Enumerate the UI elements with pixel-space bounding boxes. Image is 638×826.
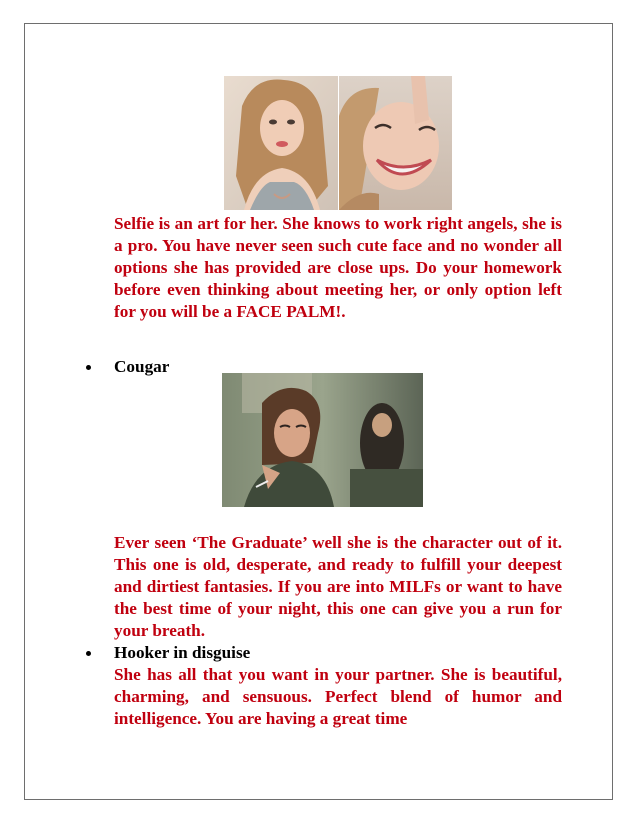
bullet-hooker — [86, 642, 566, 664]
bullet-dot-icon — [86, 365, 91, 370]
hooker-heading: Hooker in disguise — [114, 643, 251, 662]
cougar-paragraph: Ever seen ‘The Graduate’ well she is the character out of it. This one is old, desperate, and ready to fulfill your deepest and dirtiest fantasies. If you are into MILFs or want to have the best time of your night, this one can give you a run for your breath. — [114, 533, 562, 640]
selfie-paragraph: Selfie is an art for her. She knows to work right angels, she is a pro. You have never seen such cute face and no wonder all options she has provided are close ups. Do your homework before even thinking about meeting her, or only option left for you will be a FACE PALM!. — [114, 214, 562, 321]
selfie-photo-right — [339, 76, 452, 210]
bullet-dot-icon — [86, 651, 91, 656]
hooker-paragraph: She has all that you want in your partner. She is beautiful, charming, and sensuous. Perfect blend of humor and intelligence. You are having a great time — [114, 665, 562, 728]
selfie-photo-left — [224, 76, 338, 210]
cougar-heading: Cougar — [114, 357, 170, 376]
cougar-photo — [222, 373, 423, 507]
